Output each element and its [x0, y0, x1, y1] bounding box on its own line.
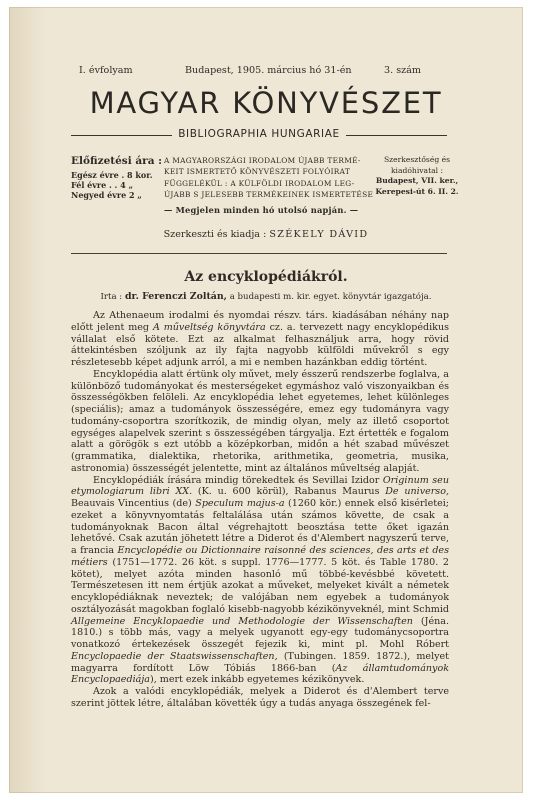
- description-line: ÚJABB S JELESEBB TERMÉKEINEK ISMERTETÉSE: [164, 189, 374, 199]
- italic-title: Encyclopaedie der Staatswissenschaften,: [71, 650, 278, 662]
- italic-title: De universo,: [385, 486, 449, 498]
- paragraph-text: (1751—1772. 26 köt. s suppl. 1776—1777. 5 köt. és Table 1780. 2 kötet), melyet azóta minden hasonló mű többé-kevésbbé követett. Természetesen itt nem értjük azokat a műveket, melyeket kivált a németek encyklopédiáknak neveztek; de valójában nem egyebek a tudományok osztályozását magokban foglaló kisebb-nagyobb kézikönyveknél, mint Schmid: [71, 556, 449, 615]
- article-body: [71, 310, 449, 710]
- volume-label: I. évfolyam: [79, 65, 133, 76]
- article-paragraph: [71, 686, 449, 710]
- article-byline: [9, 291, 523, 302]
- issue-number: 3. szám: [384, 65, 421, 76]
- subtitle-row: [71, 128, 447, 142]
- paragraph-text: Az Athenaeum irodalmi és nyomdai részv. társ. kiadásában néhány nap előtt jelent meg: [71, 310, 449, 333]
- office-box: [352, 155, 482, 197]
- editor-line: [9, 229, 523, 240]
- paragraph-text: Encyklopédiák írására mindig törekedtek és Sevillai Izidor: [93, 474, 383, 486]
- office-line: kiadóhivatal :: [390, 165, 444, 175]
- byline-prefix: Irta :: [100, 292, 123, 302]
- italic-title: Encyclopédie ou Dictionnaire raisonné des sciences, des arts et des métiers: [71, 545, 449, 568]
- office-address: Kerepesi-út 6. II. 2.: [375, 186, 459, 196]
- editor-name: SZÉKELY DÁVID: [269, 229, 369, 240]
- article-paragraph: [71, 475, 449, 687]
- editor-label: Szerkeszti és kiadja :: [163, 229, 267, 240]
- italic-title: Originum seu etymologiarum libri XX.: [71, 474, 449, 498]
- paragraph-text: Beauvais Vincentius (de): [71, 498, 196, 509]
- paragraph-text: cz. a. tervezett nagy encyklopédikus vállalat első kötete. Ezt az alkalmat felhasználjuk arra, hogy rövid áttekintésben szóljunk az ily fajta nagyobb külföldi művekről s egy részletesebb képet adjunk arról, a mi e nemben hazánkban eddig történt.: [71, 321, 449, 368]
- subscription-heading: Előfizetési ára :: [71, 155, 163, 167]
- subtitle-wrap: [71, 128, 447, 140]
- italic-title: Allgemeine Encyklopaedie und Methodologie der Wissenschaften: [71, 615, 413, 627]
- italic-title: Az államtudományok Encyclopaediája: [71, 662, 449, 686]
- byline-suffix: a budapesti m. kir. egyet. könyvtár igazgatója.: [229, 292, 432, 302]
- paragraph-text: ), mert ezek inkább egyetemes kézikönyvek.: [149, 674, 365, 686]
- article-author: dr. Ferenczi Zoltán,: [124, 291, 227, 302]
- italic-title: Speculum majus-a: [195, 498, 285, 509]
- paragraph-text: (K. u. 600 körül), Rabanus Maurus: [192, 486, 386, 498]
- journal-title: MAGYAR KÖNYVÉSZET: [89, 86, 443, 120]
- subscription-row: Fél évre . . 4 „: [71, 180, 134, 190]
- issue-date: Budapest, 1905. március hó 31-én: [185, 65, 352, 76]
- italic-title: A műveltség könyvtára: [152, 321, 266, 333]
- page-content: [9, 7, 523, 793]
- paragraph-text: Azok a valódi encyklopédiák, melyek a Diderot és d'Alembert terve szerint jöttek létre, általában követték úgy a tudás anyaga összegének fel-: [71, 686, 449, 709]
- article-title: Az encyklopédiákról.: [184, 269, 348, 285]
- subscription-row: Egész évre . 8 kor.: [71, 170, 153, 180]
- subscription-row: Negyed évre 2 „: [71, 190, 142, 200]
- office-address: Budapest, VII. ker.,: [375, 176, 459, 185]
- publication-notice: — Megjelen minden hó utolsó napján. —: [164, 205, 359, 215]
- paragraph-text: Encyklopédia alatt értünk oly művet, mely ésszerű rendszerbe foglalva, a különböző tudományokat és mesterségeket egymáshoz való viszonyaikban és összességökben felöleli. Az encyklopédia lehet egyetemes, lehet különleges (speciális); amaz a tudományok összességére, emez egy tudományra vagy tudomány-csoportra szorítkozik, de mindig olyan, mely az illető csoportot egységes alapelvek szerint s összességében tárgyalja. Ezt értették e fogalom alatt a görögök s ezt utóbb a középkorban, midőn a hét szabad művészet (grammatika, dialektika, rhetorika, arithmetika, geometria, musika, astronomia) összességét jelentette, mint az általános műveltség alapját.: [71, 368, 449, 474]
- description-line: KEIT ISMERTETŐ KÖNYVÉSZETI FOLYÓIRAT: [164, 166, 351, 176]
- journal-subtitle: BIBLIOGRAPHIA HUNGARIAE: [172, 128, 346, 140]
- description-line: FÜGGELÉKÜL : A KÜLFÖLDI IRODALOM LEG-: [164, 179, 355, 188]
- header-divider: [71, 253, 447, 254]
- journal-description: [164, 156, 374, 216]
- article-paragraph: [71, 369, 449, 475]
- paragraph-text: (1260 kör.) ennek első kisérletei; ezeket a könyvnyomtatás feltalálása után számos követte, de csak a tudományoknak Bacon által végrehajtott beosztása tette őket igazán lehetővé. Csak azután jöhetett létre a Diderot és d'Alembert nagyszerű terve, a francia: [71, 498, 449, 556]
- paragraph-text: (Jéna. 1810.) s több más, vagy a melyek ugyanott egy-egy tudománycsoportra vonatkozó értekezések összegét fejezik ki, mint pl. Mohl Róbert: [71, 615, 449, 650]
- article-paragraph: [71, 310, 449, 369]
- paragraph-text: (Tubingen. 1859. 1872.), melyet magyarra fordított Löw Tóbiás 1866-ban (: [71, 650, 449, 674]
- page: [9, 7, 523, 793]
- description-line: A MAGYARORSZÁGI IRODALOM ÚJABB TERMÉ-: [164, 156, 361, 165]
- office-line: Szerkesztőség és: [383, 155, 450, 164]
